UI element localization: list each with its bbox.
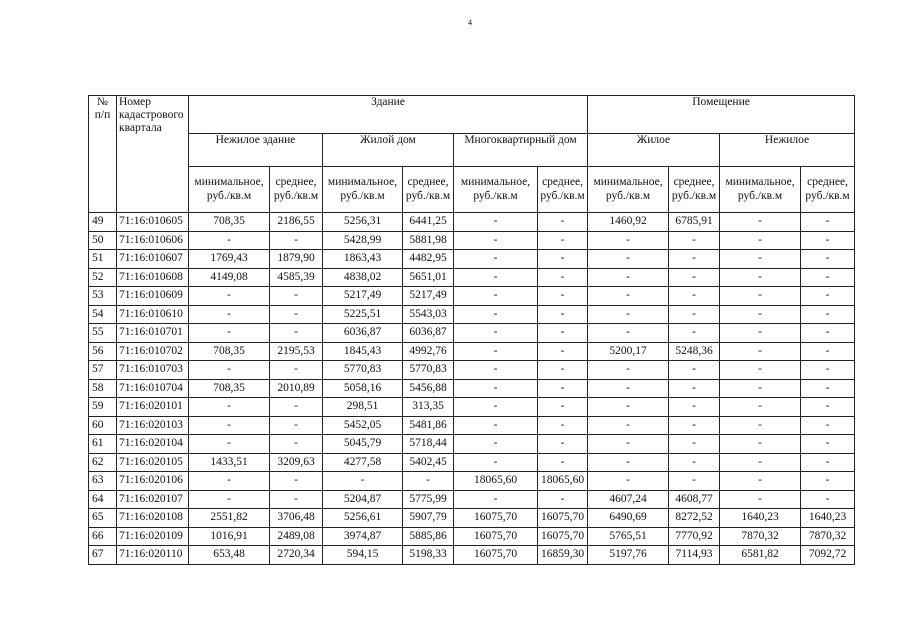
value-cell: -: [454, 416, 538, 435]
value-cell: -: [454, 268, 538, 287]
value-cell: -: [588, 287, 669, 306]
value-cell: 5907,79: [403, 509, 454, 528]
value-cell: -: [720, 250, 801, 269]
value-cell: -: [538, 435, 588, 454]
cadastral-quarter-cell: 71:16:010701: [117, 324, 189, 343]
header-avg: среднее, руб./кв.м: [538, 167, 588, 213]
row-number-cell: 54: [89, 305, 117, 324]
value-cell: -: [669, 472, 720, 491]
value-cell: -: [189, 416, 270, 435]
value-cell: 3706,48: [270, 509, 323, 528]
value-cell: -: [720, 416, 801, 435]
header-min: минимальное, руб./кв.м: [454, 167, 538, 213]
value-cell: 5481,86: [403, 416, 454, 435]
table-row: [89, 453, 855, 472]
value-cell: -: [669, 453, 720, 472]
table-row: [89, 546, 855, 565]
cadastral-quarter-cell: 71:16:010607: [117, 250, 189, 269]
value-cell: -: [454, 453, 538, 472]
cadastral-quarter-cell: 71:16:010606: [117, 231, 189, 250]
value-cell: -: [538, 268, 588, 287]
cadastral-quarter-cell: 71:16:010610: [117, 305, 189, 324]
table-row: [89, 324, 855, 343]
value-cell: -: [588, 398, 669, 417]
value-cell: -: [801, 453, 855, 472]
value-cell: -: [588, 435, 669, 454]
value-cell: -: [189, 361, 270, 380]
row-number-cell: 50: [89, 231, 117, 250]
value-cell: 7770,92: [669, 527, 720, 546]
value-cell: -: [454, 490, 538, 509]
table-body: [89, 213, 855, 565]
value-cell: -: [323, 472, 403, 491]
value-cell: 5718,44: [403, 435, 454, 454]
value-cell: -: [189, 472, 270, 491]
value-cell: -: [403, 472, 454, 491]
row-number-cell: 49: [89, 213, 117, 232]
table-row: [89, 435, 855, 454]
value-cell: 1769,43: [189, 250, 270, 269]
value-cell: -: [801, 472, 855, 491]
cadastral-quarter-cell: 71:16:020101: [117, 398, 189, 417]
value-cell: 6490,69: [588, 509, 669, 528]
cadastral-quarter-cell: 71:16:010702: [117, 342, 189, 361]
value-cell: -: [669, 361, 720, 380]
value-cell: 5770,83: [403, 361, 454, 380]
value-cell: -: [588, 250, 669, 269]
value-cell: 1845,43: [323, 342, 403, 361]
value-cell: 1016,91: [189, 527, 270, 546]
value-cell: -: [720, 453, 801, 472]
value-cell: 18065,60: [454, 472, 538, 491]
value-cell: 5200,17: [588, 342, 669, 361]
header-min: минимальное, руб./кв.м: [588, 167, 669, 213]
cadastral-quarter-cell: 71:16:010704: [117, 379, 189, 398]
value-cell: 7870,32: [720, 527, 801, 546]
value-cell: 708,35: [189, 342, 270, 361]
value-cell: -: [270, 305, 323, 324]
row-number-cell: 51: [89, 250, 117, 269]
value-cell: -: [588, 305, 669, 324]
table-row: [89, 527, 855, 546]
value-cell: -: [720, 379, 801, 398]
value-cell: -: [669, 398, 720, 417]
value-cell: -: [270, 472, 323, 491]
value-cell: -: [801, 305, 855, 324]
header-nonresidential-building: Нежилое здание: [189, 134, 323, 167]
value-cell: 4277,58: [323, 453, 403, 472]
header-cadastral-quarter: Номер кадастрового квартала: [117, 96, 189, 213]
value-cell: 5456,88: [403, 379, 454, 398]
cadastral-quarter-cell: 71:16:020104: [117, 435, 189, 454]
value-cell: 6036,87: [403, 324, 454, 343]
value-cell: -: [588, 453, 669, 472]
table-row: [89, 416, 855, 435]
value-cell: -: [669, 268, 720, 287]
value-cell: -: [720, 287, 801, 306]
row-number-cell: 53: [89, 287, 117, 306]
value-cell: 16075,70: [454, 527, 538, 546]
value-cell: 4838,02: [323, 268, 403, 287]
value-cell: 1460,92: [588, 213, 669, 232]
header-avg: среднее, руб./кв.м: [669, 167, 720, 213]
value-cell: 5651,01: [403, 268, 454, 287]
value-cell: 16075,70: [454, 509, 538, 528]
table-row: [89, 250, 855, 269]
value-cell: 2551,82: [189, 509, 270, 528]
value-cell: -: [720, 305, 801, 324]
value-cell: 4482,95: [403, 250, 454, 269]
cadastral-quarter-cell: 71:16:020108: [117, 509, 189, 528]
value-cell: -: [538, 379, 588, 398]
table-row: [89, 213, 855, 232]
value-cell: -: [801, 213, 855, 232]
value-cell: -: [720, 472, 801, 491]
value-cell: 16075,70: [454, 546, 538, 565]
value-cell: 5204,87: [323, 490, 403, 509]
value-cell: 5058,16: [323, 379, 403, 398]
value-cell: 4607,24: [588, 490, 669, 509]
value-cell: -: [720, 231, 801, 250]
value-cell: -: [454, 435, 538, 454]
row-number-cell: 58: [89, 379, 117, 398]
value-cell: -: [538, 342, 588, 361]
row-number-cell: 57: [89, 361, 117, 380]
value-cell: 313,35: [403, 398, 454, 417]
header-apartment-building: Многоквартирный дом: [454, 134, 588, 167]
value-cell: -: [270, 324, 323, 343]
value-cell: 5217,49: [323, 287, 403, 306]
value-cell: -: [588, 231, 669, 250]
value-cell: -: [801, 416, 855, 435]
value-cell: -: [270, 416, 323, 435]
value-cell: 16859,30: [538, 546, 588, 565]
row-number-cell: 56: [89, 342, 117, 361]
cadastral-quarter-cell: 71:16:010605: [117, 213, 189, 232]
value-cell: 5248,36: [669, 342, 720, 361]
cadastral-quarter-cell: 71:16:010609: [117, 287, 189, 306]
cadastral-quarter-cell: 71:16:020110: [117, 546, 189, 565]
value-cell: 18065,60: [538, 472, 588, 491]
value-cell: -: [538, 250, 588, 269]
header-min: минимальное, руб./кв.м: [189, 167, 270, 213]
row-number-cell: 65: [89, 509, 117, 528]
value-cell: -: [189, 490, 270, 509]
row-number-cell: 67: [89, 546, 117, 565]
value-cell: -: [189, 324, 270, 343]
value-cell: -: [720, 342, 801, 361]
value-cell: -: [801, 268, 855, 287]
value-cell: 6036,87: [323, 324, 403, 343]
value-cell: 7114,93: [669, 546, 720, 565]
page-number: 4: [468, 18, 472, 27]
value-cell: 7092,72: [801, 546, 855, 565]
header-min: минимальное, руб./кв.м: [323, 167, 403, 213]
table-row: [89, 379, 855, 398]
value-cell: 5256,31: [323, 213, 403, 232]
value-cell: 5770,83: [323, 361, 403, 380]
value-cell: 594,15: [323, 546, 403, 565]
table-row: [89, 305, 855, 324]
value-cell: -: [720, 268, 801, 287]
header-premises: Помещение: [588, 96, 855, 134]
value-cell: -: [669, 287, 720, 306]
value-cell: 5452,05: [323, 416, 403, 435]
value-cell: 5881,98: [403, 231, 454, 250]
value-cell: -: [801, 324, 855, 343]
table-header: [89, 96, 855, 213]
value-cell: 3974,87: [323, 527, 403, 546]
row-number-cell: 63: [89, 472, 117, 491]
value-cell: -: [801, 250, 855, 269]
header-nonresidential-premises: Нежилое: [720, 134, 855, 167]
value-cell: 5198,33: [403, 546, 454, 565]
value-cell: 5256,61: [323, 509, 403, 528]
value-cell: -: [538, 416, 588, 435]
value-cell: 1640,23: [801, 509, 855, 528]
value-cell: -: [189, 231, 270, 250]
value-cell: -: [669, 379, 720, 398]
row-number-cell: 61: [89, 435, 117, 454]
table-row: [89, 472, 855, 491]
value-cell: -: [720, 324, 801, 343]
table-row: [89, 398, 855, 417]
table-row: [89, 509, 855, 528]
value-cell: -: [669, 416, 720, 435]
header-min: минимальное, руб./кв.м: [720, 167, 801, 213]
value-cell: -: [454, 379, 538, 398]
value-cell: 6441,25: [403, 213, 454, 232]
table-row: [89, 361, 855, 380]
value-cell: -: [538, 361, 588, 380]
header-residential-premises: Жилое: [588, 134, 720, 167]
value-cell: -: [669, 324, 720, 343]
value-cell: 2010,89: [270, 379, 323, 398]
row-number-cell: 66: [89, 527, 117, 546]
value-cell: -: [189, 398, 270, 417]
value-cell: 16075,70: [538, 509, 588, 528]
value-cell: 298,51: [323, 398, 403, 417]
value-cell: 5197,76: [588, 546, 669, 565]
value-cell: 4149,08: [189, 268, 270, 287]
value-cell: -: [669, 435, 720, 454]
value-cell: 5775,99: [403, 490, 454, 509]
value-cell: 2489,08: [270, 527, 323, 546]
value-cell: 5217,49: [403, 287, 454, 306]
value-cell: -: [588, 361, 669, 380]
header-row-number: № п/п: [89, 96, 117, 213]
value-cell: 5225,51: [323, 305, 403, 324]
value-cell: -: [270, 398, 323, 417]
header-avg: среднее, руб./кв.м: [801, 167, 855, 213]
value-cell: -: [270, 490, 323, 509]
table-row: [89, 268, 855, 287]
value-cell: -: [189, 305, 270, 324]
value-cell: -: [270, 287, 323, 306]
value-cell: 5402,45: [403, 453, 454, 472]
cadastral-quarter-cell: 71:16:020109: [117, 527, 189, 546]
header-avg: среднее, руб./кв.м: [403, 167, 454, 213]
value-cell: 653,48: [189, 546, 270, 565]
value-cell: -: [801, 231, 855, 250]
value-cell: -: [538, 398, 588, 417]
value-cell: -: [454, 213, 538, 232]
value-cell: 2186,55: [270, 213, 323, 232]
row-number-cell: 60: [89, 416, 117, 435]
value-cell: 5543,03: [403, 305, 454, 324]
value-cell: -: [588, 416, 669, 435]
value-cell: 4608,77: [669, 490, 720, 509]
value-cell: -: [189, 287, 270, 306]
value-cell: 6581,82: [720, 546, 801, 565]
value-cell: -: [454, 305, 538, 324]
value-cell: 1433,51: [189, 453, 270, 472]
value-cell: -: [588, 379, 669, 398]
cadastral-quarter-cell: 71:16:020105: [117, 453, 189, 472]
header-building: Здание: [189, 96, 588, 134]
value-cell: -: [801, 287, 855, 306]
value-cell: -: [454, 231, 538, 250]
header-residential-house: Жилой дом: [323, 134, 454, 167]
value-cell: -: [538, 287, 588, 306]
cadastral-quarter-cell: 71:16:020107: [117, 490, 189, 509]
value-cell: -: [538, 490, 588, 509]
table-row: [89, 287, 855, 306]
cadastral-quarter-cell: 71:16:010608: [117, 268, 189, 287]
value-cell: -: [454, 398, 538, 417]
value-cell: 16075,70: [538, 527, 588, 546]
value-cell: 3209,63: [270, 453, 323, 472]
value-cell: 1863,43: [323, 250, 403, 269]
cadastral-value-table: [88, 95, 855, 565]
value-cell: -: [538, 213, 588, 232]
value-cell: -: [270, 435, 323, 454]
value-cell: 2195,53: [270, 342, 323, 361]
value-cell: 1640,23: [720, 509, 801, 528]
value-cell: -: [270, 361, 323, 380]
value-cell: -: [720, 435, 801, 454]
value-cell: -: [720, 361, 801, 380]
value-cell: -: [801, 361, 855, 380]
value-cell: 5885,86: [403, 527, 454, 546]
header-avg: среднее, руб./кв.м: [270, 167, 323, 213]
value-cell: -: [538, 453, 588, 472]
table-row: [89, 231, 855, 250]
value-cell: -: [454, 342, 538, 361]
value-cell: 8272,52: [669, 509, 720, 528]
value-cell: -: [669, 305, 720, 324]
value-cell: -: [801, 435, 855, 454]
value-cell: 5045,79: [323, 435, 403, 454]
row-number-cell: 52: [89, 268, 117, 287]
value-cell: -: [538, 324, 588, 343]
value-cell: -: [669, 250, 720, 269]
value-cell: -: [588, 324, 669, 343]
value-cell: -: [588, 472, 669, 491]
value-cell: -: [454, 250, 538, 269]
cadastral-quarter-cell: 71:16:010703: [117, 361, 189, 380]
value-cell: -: [720, 490, 801, 509]
value-cell: -: [801, 379, 855, 398]
table-row: [89, 342, 855, 361]
value-cell: -: [538, 305, 588, 324]
value-cell: -: [801, 398, 855, 417]
table-row: [89, 490, 855, 509]
value-cell: -: [454, 361, 538, 380]
value-cell: -: [454, 287, 538, 306]
row-number-cell: 62: [89, 453, 117, 472]
value-cell: 5765,51: [588, 527, 669, 546]
value-cell: -: [270, 231, 323, 250]
value-cell: -: [720, 213, 801, 232]
row-number-cell: 64: [89, 490, 117, 509]
value-cell: -: [801, 490, 855, 509]
value-cell: -: [588, 268, 669, 287]
row-number-cell: 55: [89, 324, 117, 343]
value-cell: 2720,34: [270, 546, 323, 565]
value-cell: 6785,91: [669, 213, 720, 232]
row-number-cell: 59: [89, 398, 117, 417]
value-cell: 4992,76: [403, 342, 454, 361]
value-cell: 708,35: [189, 213, 270, 232]
value-cell: -: [669, 231, 720, 250]
value-cell: 5428,99: [323, 231, 403, 250]
value-cell: -: [720, 398, 801, 417]
value-cell: 4585,39: [270, 268, 323, 287]
cadastral-quarter-cell: 71:16:020106: [117, 472, 189, 491]
value-cell: 1879,90: [270, 250, 323, 269]
value-cell: -: [801, 342, 855, 361]
value-cell: -: [454, 324, 538, 343]
value-cell: 7870,32: [801, 527, 855, 546]
value-cell: -: [189, 435, 270, 454]
cadastral-quarter-cell: 71:16:020103: [117, 416, 189, 435]
value-cell: -: [538, 231, 588, 250]
value-cell: 708,35: [189, 379, 270, 398]
